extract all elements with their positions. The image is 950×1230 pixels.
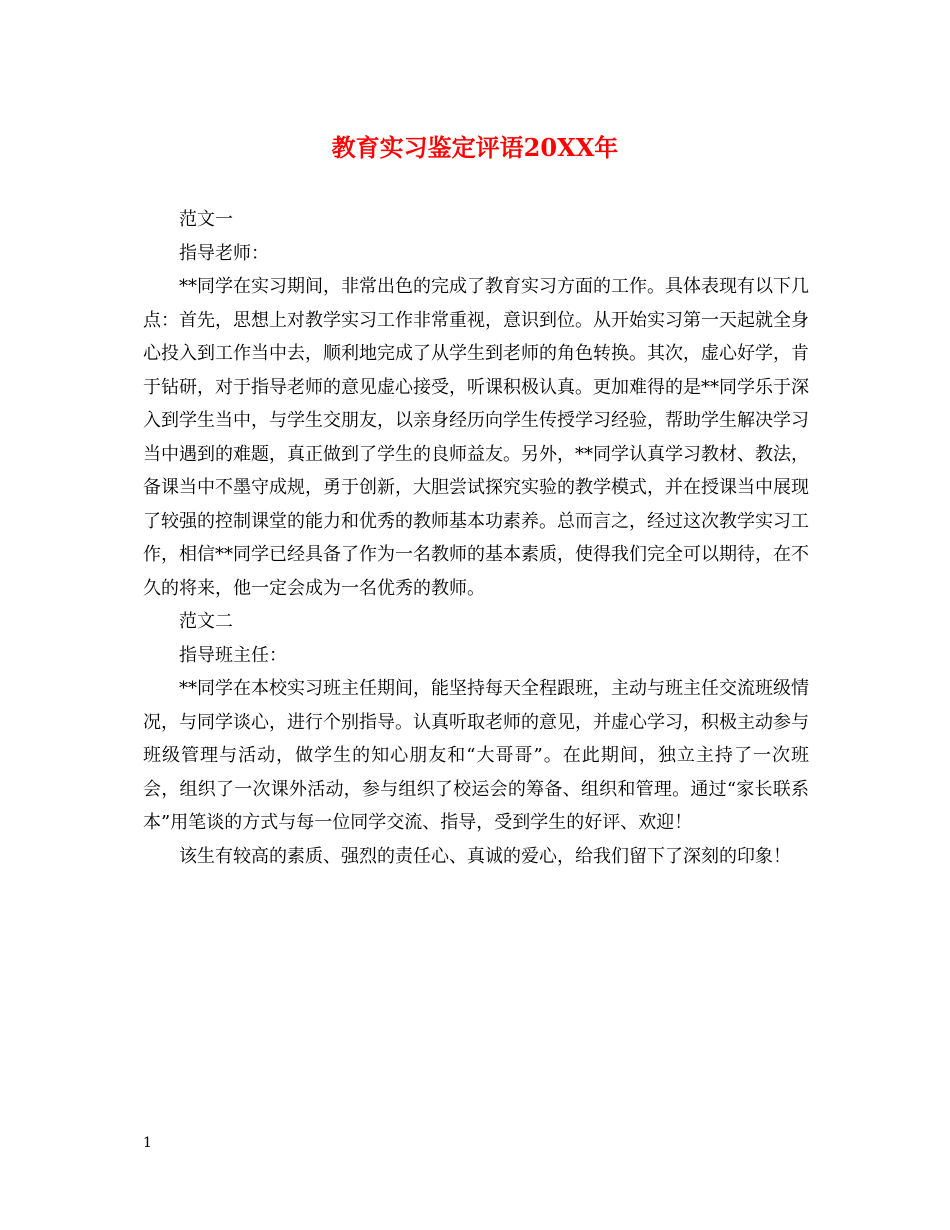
document-title: 教育实习鉴定评语20XX年	[331, 133, 619, 162]
salutation-advisor: 指导老师：	[179, 242, 269, 264]
paragraph-evaluation-1: **同学在实习期间，非常出色的完成了教育实习方面的工作。具体表现有以下几点：首先，思想上对教学实习工作非常重视，意识到位。从开始实习第一天起就全身心投入到工作当中去，顺利地完成了从学生到老师的角色转换。其次，虚心好学，肯于钻研，对于指导老师的意见虚心接受，听课积极认真。更加难得的是**同学乐于深入到学生当中，与学生交朋友，以亲身经历向学生传授学习经验，帮助学生解决学习当中遇到的难题，真正做到了学生的良师益友。另外，**同学认真学习教材、教法，备课当中不墨守成规，勇于创新，大胆尝试探究实验的教学模式，并在授课当中展现了较强的控制课堂的能力和优秀的教师基本功素养。总而言之，经过这次教学实习工作，相信**同学已经具备了作为一名教师的基本素质，使得我们完全可以期待，在不久的将来，他一定会成为一名优秀的教师。	[143, 276, 809, 599]
salutation-homeroom-teacher: 指导班主任：	[179, 644, 287, 666]
section-heading-sample-1: 范文一	[179, 209, 233, 230]
paragraph-closing: 该生有较高的素质、强烈的责任心、真诚的爱心，给我们留下了深刻的印象！	[179, 845, 791, 867]
page-number: 1	[143, 1135, 152, 1151]
document-body	[143, 203, 809, 873]
section-heading-sample-2: 范文二	[179, 611, 233, 632]
paragraph-evaluation-2: **同学在本校实习班主任期间，能坚持每天全程跟班，主动与班主任交流班级情况，与同学谈心，进行个别指导。认真听取老师的意见，并虚心学习，积极主动参与班级管理与活动，做学生的知心朋友和“大哥哥”。在此期间，独立主持了一次班会，组织了一次课外活动，参与组织了校运会的筹备、组织和管理。通过“家长联系本”用笔谈的方式与每一位同学交流、指导，受到学生的好评、欢迎！	[143, 678, 809, 833]
